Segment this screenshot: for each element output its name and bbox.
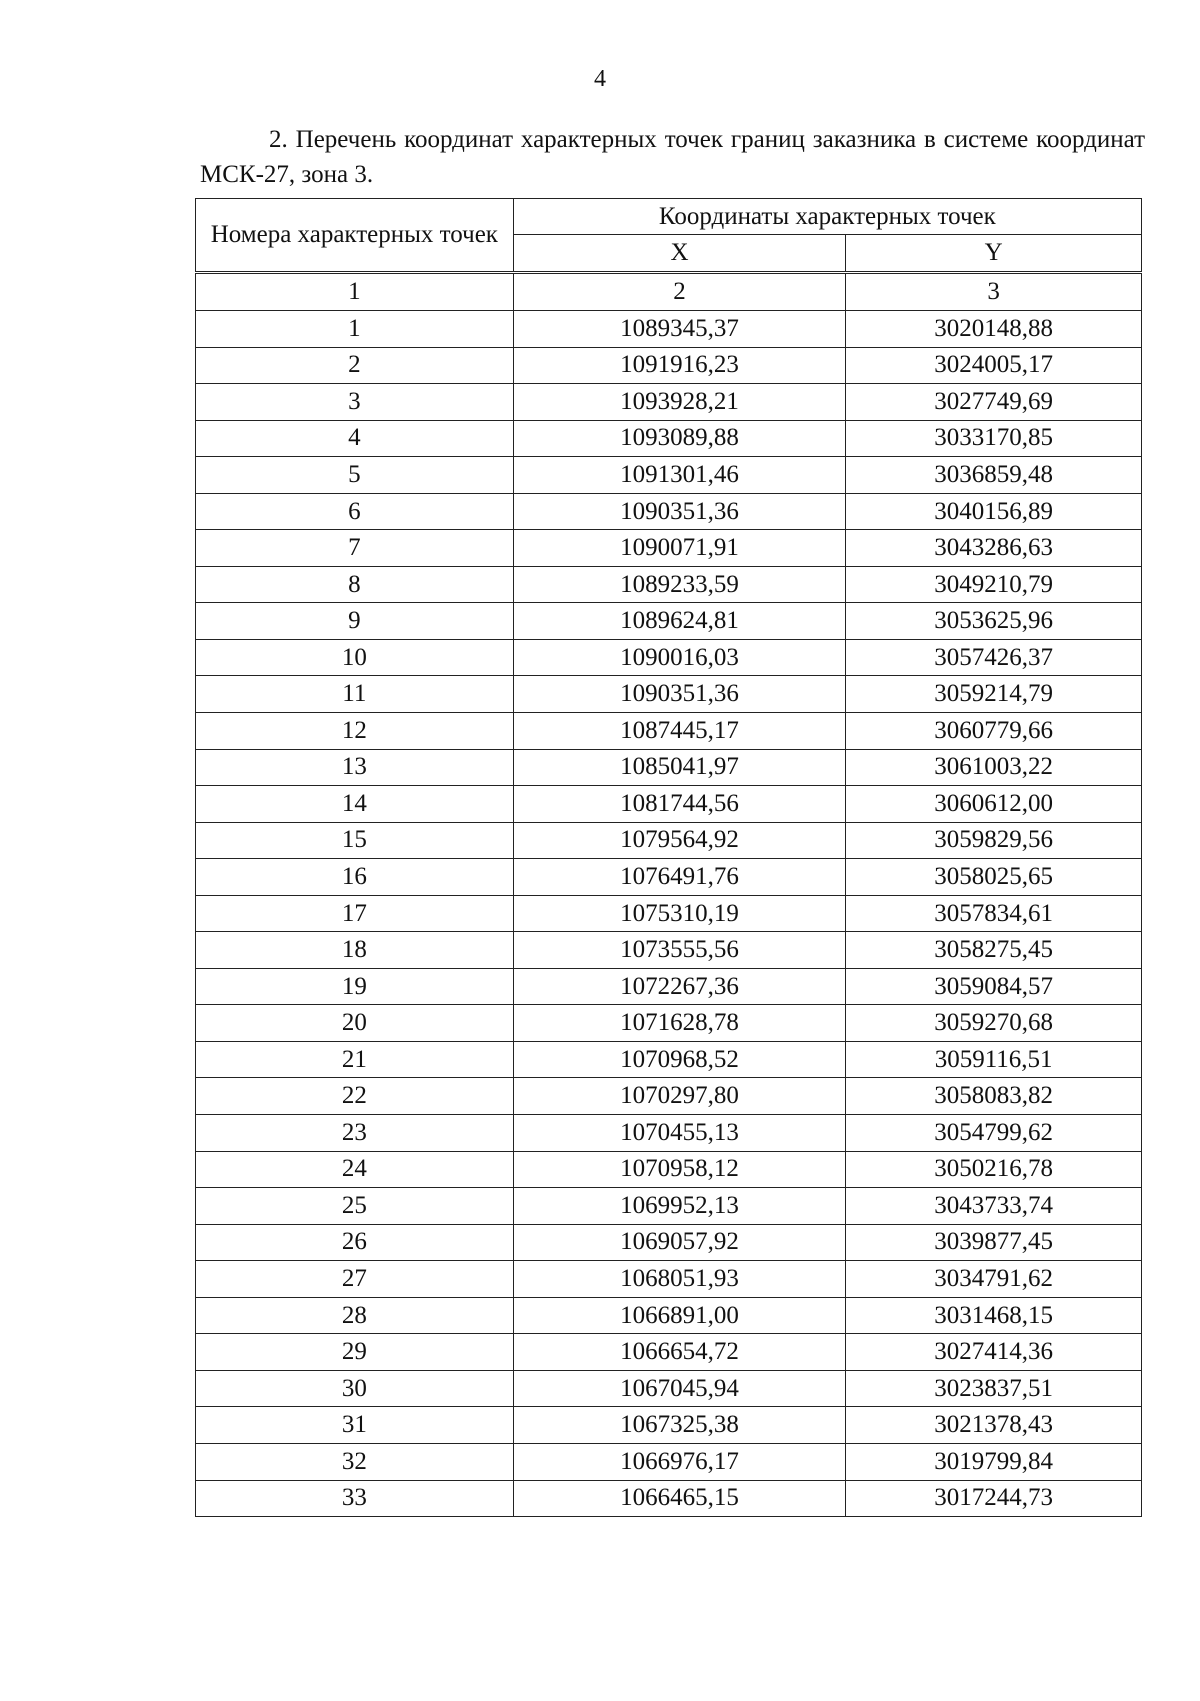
table-row (196, 1370, 1142, 1407)
x-coordinate-cell: 1090071,91 (513, 530, 846, 567)
table-row (196, 1297, 1142, 1334)
y-coordinate-cell: 3039877,45 (846, 1224, 1142, 1261)
coordinates-table (195, 198, 1142, 1517)
table-row (196, 968, 1142, 1005)
y-coordinate-cell: 3027749,69 (846, 384, 1142, 421)
y-coordinate-cell: 3059116,51 (846, 1041, 1142, 1078)
point-number-cell: 22 (196, 1078, 514, 1115)
y-coordinate-cell: 3059829,56 (846, 822, 1142, 859)
table-row (196, 1151, 1142, 1188)
y-coordinate-cell: 3031468,15 (846, 1297, 1142, 1334)
point-number-cell: 16 (196, 859, 514, 896)
point-number-cell: 18 (196, 932, 514, 969)
point-number-cell: 30 (196, 1370, 514, 1407)
y-coordinate-cell: 3021378,43 (846, 1407, 1142, 1444)
table-row (196, 676, 1142, 713)
x-coordinate-cell: 1079564,92 (513, 822, 846, 859)
y-coordinate-cell: 3050216,78 (846, 1151, 1142, 1188)
x-coordinate-cell: 1066976,17 (513, 1443, 846, 1480)
point-number-cell: 11 (196, 676, 514, 713)
x-coordinate-cell: 1070958,12 (513, 1151, 846, 1188)
x-coordinate-cell: 1090351,36 (513, 493, 846, 530)
point-number-cell: 13 (196, 749, 514, 786)
y-coordinate-cell: 3058025,65 (846, 859, 1142, 896)
x-coordinate-cell: 1070968,52 (513, 1041, 846, 1078)
y-coordinate-cell: 3036859,48 (846, 457, 1142, 494)
x-coordinate-cell: 1071628,78 (513, 1005, 846, 1042)
column-number: 2 (513, 273, 846, 311)
point-number-cell: 29 (196, 1334, 514, 1371)
table-row (196, 1115, 1142, 1152)
point-number-cell: 24 (196, 1151, 514, 1188)
point-number-cell: 9 (196, 603, 514, 640)
table-row (196, 713, 1142, 750)
point-number-cell: 10 (196, 639, 514, 676)
y-coordinate-cell: 3061003,22 (846, 749, 1142, 786)
y-coordinate-cell: 3020148,88 (846, 311, 1142, 348)
y-coordinate-cell: 3023837,51 (846, 1370, 1142, 1407)
y-coordinate-cell: 3017244,73 (846, 1480, 1142, 1517)
x-coordinate-cell: 1069952,13 (513, 1188, 846, 1225)
point-number-cell: 8 (196, 566, 514, 603)
header-x-label: X (513, 235, 846, 273)
table-row (196, 1480, 1142, 1517)
point-number-cell: 27 (196, 1261, 514, 1298)
x-coordinate-cell: 1087445,17 (513, 713, 846, 750)
y-coordinate-cell: 3049210,79 (846, 566, 1142, 603)
x-coordinate-cell: 1085041,97 (513, 749, 846, 786)
x-coordinate-cell: 1069057,92 (513, 1224, 846, 1261)
point-number-cell: 7 (196, 530, 514, 567)
table-row (196, 1188, 1142, 1225)
point-number-cell: 23 (196, 1115, 514, 1152)
y-coordinate-cell: 3057426,37 (846, 639, 1142, 676)
point-number-cell: 17 (196, 895, 514, 932)
table-row (196, 1078, 1142, 1115)
point-number-cell: 33 (196, 1480, 514, 1517)
table-row (196, 1334, 1142, 1371)
y-coordinate-cell: 3059084,57 (846, 968, 1142, 1005)
y-coordinate-cell: 3058275,45 (846, 932, 1142, 969)
table-row (196, 895, 1142, 932)
point-number-cell: 3 (196, 384, 514, 421)
table-row (196, 822, 1142, 859)
x-coordinate-cell: 1068051,93 (513, 1261, 846, 1298)
table-row (196, 347, 1142, 384)
x-coordinate-cell: 1081744,56 (513, 786, 846, 823)
point-number-cell: 26 (196, 1224, 514, 1261)
y-coordinate-cell: 3058083,82 (846, 1078, 1142, 1115)
table-row (196, 932, 1142, 969)
table-row (196, 493, 1142, 530)
x-coordinate-cell: 1076491,76 (513, 859, 846, 896)
y-coordinate-cell: 3027414,36 (846, 1334, 1142, 1371)
y-coordinate-cell: 3059270,68 (846, 1005, 1142, 1042)
table-row (196, 384, 1142, 421)
y-coordinate-cell: 3040156,89 (846, 493, 1142, 530)
x-coordinate-cell: 1093928,21 (513, 384, 846, 421)
table-row (196, 1224, 1142, 1261)
page-number: 4 (594, 66, 606, 92)
table-row (196, 311, 1142, 348)
column-number: 1 (196, 273, 514, 311)
table-row (196, 420, 1142, 457)
y-coordinate-cell: 3043286,63 (846, 530, 1142, 567)
x-coordinate-cell: 1070297,80 (513, 1078, 846, 1115)
section-heading: 2. Перечень координат характерных точек границ заказника в системе координат МСК-27, зона 3. (200, 126, 1145, 188)
point-number-cell: 19 (196, 968, 514, 1005)
x-coordinate-cell: 1089345,37 (513, 311, 846, 348)
table-row (196, 786, 1142, 823)
x-coordinate-cell: 1067325,38 (513, 1407, 846, 1444)
y-coordinate-cell: 3057834,61 (846, 895, 1142, 932)
x-coordinate-cell: 1091301,46 (513, 457, 846, 494)
table-header (196, 199, 1142, 273)
point-number-cell: 14 (196, 786, 514, 823)
x-coordinate-cell: 1066891,00 (513, 1297, 846, 1334)
column-numbers-row (196, 273, 1142, 311)
point-number-cell: 25 (196, 1188, 514, 1225)
y-coordinate-cell: 3019799,84 (846, 1443, 1142, 1480)
point-number-cell: 31 (196, 1407, 514, 1444)
x-coordinate-cell: 1089233,59 (513, 566, 846, 603)
point-number-cell: 4 (196, 420, 514, 457)
header-coords-label: Координаты характерных точек (513, 199, 1141, 235)
x-coordinate-cell: 1072267,36 (513, 968, 846, 1005)
table-row (196, 530, 1142, 567)
y-coordinate-cell: 3060612,00 (846, 786, 1142, 823)
table-row (196, 859, 1142, 896)
y-coordinate-cell: 3054799,62 (846, 1115, 1142, 1152)
point-number-cell: 21 (196, 1041, 514, 1078)
point-number-cell: 5 (196, 457, 514, 494)
point-number-cell: 1 (196, 311, 514, 348)
table-row (196, 603, 1142, 640)
point-number-cell: 28 (196, 1297, 514, 1334)
point-number-cell: 32 (196, 1443, 514, 1480)
x-coordinate-cell: 1066465,15 (513, 1480, 846, 1517)
table-row (196, 1407, 1142, 1444)
x-coordinate-cell: 1067045,94 (513, 1370, 846, 1407)
y-coordinate-cell: 3053625,96 (846, 603, 1142, 640)
x-coordinate-cell: 1091916,23 (513, 347, 846, 384)
y-coordinate-cell: 3060779,66 (846, 713, 1142, 750)
x-coordinate-cell: 1066654,72 (513, 1334, 846, 1371)
y-coordinate-cell: 3024005,17 (846, 347, 1142, 384)
table-row (196, 1005, 1142, 1042)
x-coordinate-cell: 1075310,19 (513, 895, 846, 932)
table-row (196, 639, 1142, 676)
table-body (196, 311, 1142, 1517)
point-number-cell: 12 (196, 713, 514, 750)
y-coordinate-cell: 3043733,74 (846, 1188, 1142, 1225)
x-coordinate-cell: 1089624,81 (513, 603, 846, 640)
table-row (196, 566, 1142, 603)
point-number-cell: 2 (196, 347, 514, 384)
x-coordinate-cell: 1070455,13 (513, 1115, 846, 1152)
table-row (196, 749, 1142, 786)
x-coordinate-cell: 1093089,88 (513, 420, 846, 457)
point-number-cell: 20 (196, 1005, 514, 1042)
y-coordinate-cell: 3059214,79 (846, 676, 1142, 713)
y-coordinate-cell: 3034791,62 (846, 1261, 1142, 1298)
header-points-label: Номера характерных точек (196, 199, 514, 273)
column-number: 3 (846, 273, 1142, 311)
x-coordinate-cell: 1090351,36 (513, 676, 846, 713)
y-coordinate-cell: 3033170,85 (846, 420, 1142, 457)
point-number-cell: 6 (196, 493, 514, 530)
header-y-label: Y (846, 235, 1142, 273)
x-coordinate-cell: 1090016,03 (513, 639, 846, 676)
x-coordinate-cell: 1073555,56 (513, 932, 846, 969)
table-row (196, 1443, 1142, 1480)
table-row (196, 457, 1142, 494)
table-row (196, 1261, 1142, 1298)
point-number-cell: 15 (196, 822, 514, 859)
table-row (196, 1041, 1142, 1078)
